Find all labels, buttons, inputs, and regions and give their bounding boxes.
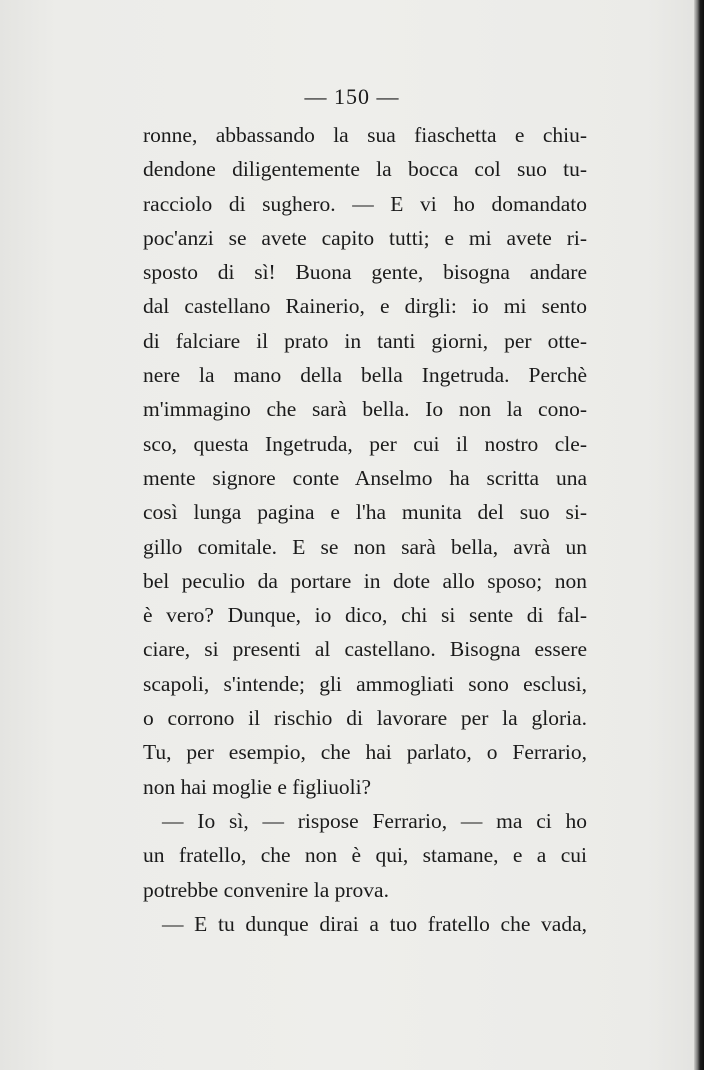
- text-line: — E tu dunque dirai a tuo fratello che vada,: [162, 911, 587, 936]
- text-line: un fratello, che non è qui, stamane, e a cui: [143, 843, 587, 868]
- text-line: gillo comitale. E se non sarà bella, avrà un: [143, 534, 587, 559]
- body-text: [143, 118, 587, 941]
- text-line: ronne, abbassando la sua fiaschetta e chiu-: [143, 123, 587, 147]
- text-line: scapoli, s'intende; gli ammogliati sono esclusi,: [143, 671, 587, 696]
- text-line: è vero? Dunque, io dico, chi si sente di fal-: [143, 603, 587, 628]
- page-number: — 150 —: [304, 84, 400, 109]
- text-line: racciolo di sughero. — E vi ho domandato: [143, 191, 587, 216]
- text-line: di falciare il prato in tanti giorni, per otte-: [143, 328, 587, 353]
- text-line: — Io sì, — rispose Ferrario, — ma ci ho: [162, 808, 587, 833]
- text-line: mente signore conte Anselmo ha scritta una: [143, 465, 587, 490]
- text-line: ciare, si presenti al castellano. Bisogna essere: [143, 637, 587, 662]
- text-line: Tu, per esempio, che hai parlato, o Ferrario,: [143, 740, 587, 765]
- text-line: sco, questa Ingetruda, per cui il nostro cle-: [143, 431, 587, 456]
- text-line: o corrono il rischio di lavorare per la gloria.: [143, 706, 587, 731]
- text-line: non hai moglie e figliuoli?: [143, 774, 372, 799]
- text-line: bel peculio da portare in dote allo sposo; non: [143, 568, 587, 593]
- text-line: potrebbe convenire la prova.: [143, 877, 389, 902]
- text-line: così lunga pagina e l'ha munita del suo si-: [143, 500, 587, 525]
- text-line: m'immagino che sarà bella. Io non la cono-: [143, 397, 587, 422]
- text-line: nere la mano della bella Ingetruda. Perchè: [143, 363, 587, 388]
- text-line: dendone diligentemente la bocca col suo tu-: [143, 157, 587, 182]
- text-line: dal castellano Rainerio, e dirgli: io mi sento: [143, 294, 587, 319]
- page-binding-edge: [694, 0, 704, 1070]
- text-line: sposto di sì! Buona gente, bisogna andare: [143, 260, 587, 285]
- text-line: poc'anzi se avete capito tutti; e mi avete ri-: [143, 225, 587, 250]
